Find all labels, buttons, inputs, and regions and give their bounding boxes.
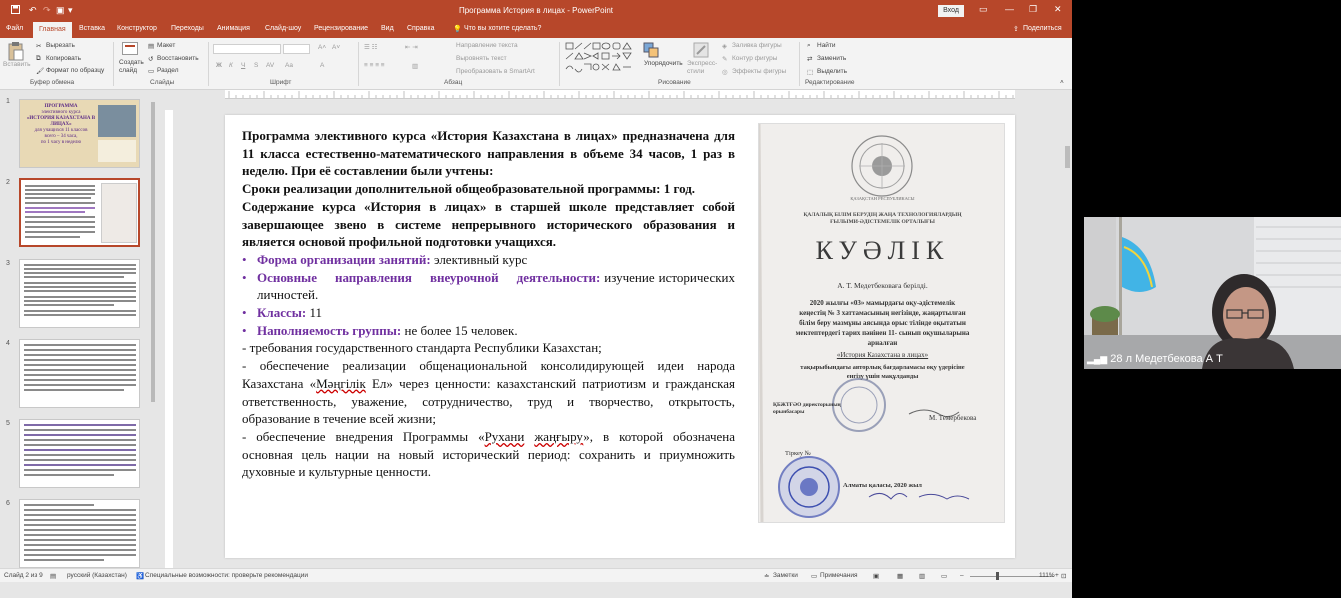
find-button[interactable]: Найти xyxy=(817,42,836,49)
ribbon xyxy=(0,38,1072,90)
reset-button[interactable]: Восстановить xyxy=(157,55,199,62)
divider xyxy=(559,42,560,86)
grow-font-icon[interactable]: A˄ xyxy=(318,44,327,51)
redo-icon[interactable]: ↷ xyxy=(43,5,51,15)
bullet-label: Форма организации занятий: xyxy=(257,251,431,267)
slide-thumbnail-5[interactable] xyxy=(19,419,140,488)
intro-paragraph: Программа элективного курса «История Казахстана в лицах» предназначена для 11 класса естественно-математического направления в объеме 34 часов, 1 раз в неделю. При её составлении были учтены: xyxy=(242,128,735,179)
zoom-out-icon[interactable]: – xyxy=(960,572,964,579)
zoom-level[interactable]: 111% xyxy=(1039,572,1055,579)
thumb-title: ПРОГРАММА xyxy=(44,104,78,109)
zoom-slider-thumb[interactable] xyxy=(996,572,999,580)
new-slide-button[interactable]: Создать слайд xyxy=(119,59,144,74)
thumb-photo xyxy=(98,105,136,137)
spellcheck-icon[interactable]: ▤ xyxy=(50,573,57,580)
thumb-line xyxy=(24,389,124,391)
slide-thumbnail-2[interactable] xyxy=(19,178,140,247)
bullet-item xyxy=(242,269,735,304)
editing-group-label: Редактирование xyxy=(805,79,855,86)
scrollbar-thumb[interactable] xyxy=(1065,146,1070,168)
layout-button[interactable]: Макет xyxy=(157,42,176,49)
dash-item-national-idea: - обеспечение реализации общенациональной консолидирующей идеи народа Казахстана «Мәңгілік Ел» через ценности: казахстанский патриотизм и гражданская ответственность, уважение, сотрудничество, труд и творчество, открытость, образование в течение всей жизни; xyxy=(242,358,735,427)
cert-signatory-title: ҚБЖТҒӘО директорының орынбасары xyxy=(773,402,841,415)
cert-recipient: А. Т. Медетбековаға берілді. xyxy=(837,281,928,290)
tab-slideshow[interactable]: Слайд-шоу xyxy=(265,25,302,32)
comments-icon[interactable]: ▭ xyxy=(811,573,818,580)
thumb-line xyxy=(24,264,136,266)
thumb-line xyxy=(25,207,95,209)
slide-sorter-icon[interactable]: ▦ xyxy=(897,573,904,580)
scrollbar-thumb[interactable] xyxy=(151,102,155,402)
duration-paragraph: Сроки реализации дополнительной общеобразовательной программы: 1 год. xyxy=(242,181,696,197)
tab-transitions[interactable]: Переходы xyxy=(171,25,204,32)
restore-icon[interactable]: ❐ xyxy=(1029,4,1038,14)
thumb-course: «ИСТОРИЯ КАЗАХСТАНА В ЛИЦАХ» xyxy=(26,116,96,127)
paste-label[interactable]: Вставить xyxy=(3,61,31,68)
content-paragraph: Содержание курса «История в лицах» в старшей школе представляет собой завершающее звено в системе непрерывного исторического образования и является основой профильной подготовки учащихся. xyxy=(242,198,735,250)
thumb-line xyxy=(24,290,136,292)
thumb-line xyxy=(25,221,95,223)
slide-number: 4 xyxy=(6,340,10,347)
tab-view[interactable]: Вид xyxy=(381,25,394,32)
slide-scrollbar[interactable] xyxy=(1063,96,1072,568)
slide-number: 6 xyxy=(6,500,10,507)
signin-button[interactable]: Вход xyxy=(938,5,964,17)
shape-outline-button[interactable]: Контур фигуры xyxy=(732,55,778,62)
font-name-dropdown[interactable] xyxy=(213,44,281,54)
bullet-label: Основные направления внеурочной деятельности: xyxy=(257,269,601,285)
thumbnails-scrollbar[interactable] xyxy=(150,96,156,566)
bullet-item xyxy=(242,251,735,269)
layout-icon[interactable]: ▤ xyxy=(148,43,155,50)
thumb-line xyxy=(25,197,91,199)
bullet-text: не более 15 человек. xyxy=(401,322,518,338)
text-direction-button[interactable]: Направление текста xyxy=(456,42,518,49)
cut-icon[interactable]: ✂ xyxy=(36,43,42,50)
thumb-line xyxy=(24,434,136,436)
thumb-line xyxy=(24,354,136,356)
ribbon-tabs xyxy=(0,22,1072,38)
dash-item-standard: - требования государственного стандарта Республики Казахстан; xyxy=(242,340,602,356)
thumb-line xyxy=(24,519,136,521)
thumb-subtitle: элективного курса xyxy=(41,110,81,115)
cert-line: арналған xyxy=(867,339,898,347)
slide-thumbnails-pane xyxy=(0,90,152,568)
tab-home[interactable]: Главная xyxy=(33,22,72,38)
bold-button[interactable]: Ж xyxy=(216,62,222,69)
thumb-line xyxy=(24,439,136,441)
close-icon[interactable]: ✕ xyxy=(1054,4,1062,14)
minimize-icon[interactable]: — xyxy=(1005,4,1014,14)
tab-design[interactable]: Конструктор xyxy=(117,25,157,32)
thumb-line xyxy=(24,272,136,274)
cut-button[interactable]: Вырезать xyxy=(46,42,75,49)
shape-outline-icon[interactable]: ✎ xyxy=(722,56,728,63)
thumb-hours: всего – 34 часа, xyxy=(44,134,78,139)
bullet-icon: • xyxy=(242,322,247,338)
thumb-line xyxy=(24,554,136,556)
slide-thumbnail-6[interactable] xyxy=(19,499,140,568)
start-slideshow-icon[interactable]: ▣ xyxy=(56,5,65,15)
cert-line: білім беру мазмұны аясында орыс тілінде оқытатын xyxy=(799,319,966,327)
vertical-ruler[interactable] xyxy=(165,110,173,568)
ruler-ticks xyxy=(225,90,1015,99)
certificate-image[interactable] xyxy=(758,123,1005,523)
drawing-group-label: Рисование xyxy=(658,79,691,86)
thumb-caption-box xyxy=(98,140,136,162)
thumb-line xyxy=(24,369,136,371)
slide-counter: Слайд 2 из 9 xyxy=(4,572,43,579)
language-indicator[interactable]: русский (Казахстан) xyxy=(67,572,127,579)
thumb-line xyxy=(24,539,136,541)
participant-name xyxy=(1087,353,1223,365)
video-participant-tile[interactable] xyxy=(1084,217,1341,369)
char-spacing-icon[interactable]: AV xyxy=(266,62,275,69)
thumb-line xyxy=(24,429,136,431)
thumb-line xyxy=(25,226,95,228)
columns-icon[interactable]: ▥ xyxy=(412,63,419,70)
slide-thumbnail-4[interactable] xyxy=(19,339,140,408)
cert-line: енгізу үшін мақұлданды xyxy=(846,373,919,380)
participant-video xyxy=(1084,217,1341,369)
align-icons[interactable]: ≡ ≡ ≡ ≡ xyxy=(364,62,385,69)
thumb-audience: для учащихся 11 классов xyxy=(34,128,88,133)
thumb-line xyxy=(24,534,136,536)
notes-icon[interactable]: ≐ xyxy=(764,573,770,580)
tab-insert[interactable]: Вставка xyxy=(79,25,106,32)
thumb-line xyxy=(24,300,136,302)
cert-line: мектептердегі тарих пәнінен 11- сынып оқушыларына xyxy=(795,329,970,337)
change-case-icon[interactable]: Aa xyxy=(285,62,293,69)
bullet-item xyxy=(242,322,735,340)
select-icon[interactable]: ⬚ xyxy=(807,69,814,76)
thumb-line xyxy=(24,314,136,316)
bullets-icon[interactable]: ☰ ☷ xyxy=(364,44,378,51)
thumb-line xyxy=(24,282,136,284)
cert-line: 2020 жылғы «03» мамырдағы оқу-әдістемелік xyxy=(809,299,956,307)
thumb-line xyxy=(25,211,85,213)
arrange-button[interactable]: Упорядочить xyxy=(644,60,683,67)
thumb-line xyxy=(24,379,136,381)
comments-button[interactable]: Примечания xyxy=(820,572,858,579)
undo-icon[interactable]: ↶ xyxy=(29,5,37,15)
slide-number: 1 xyxy=(6,98,10,105)
thumb-line xyxy=(24,449,136,451)
thumb-line xyxy=(25,185,95,187)
horizontal-ruler[interactable] xyxy=(225,90,1015,99)
divider xyxy=(113,42,114,86)
cert-registration: Тіркеу № xyxy=(785,450,811,457)
cert-org-line2: ҒЫЛЫМИ-ӘДІСТЕМЕЛІК ОРТАЛЫҒЫ xyxy=(830,219,935,225)
replace-button[interactable]: Заменить xyxy=(817,55,847,62)
slide-number: 5 xyxy=(6,420,10,427)
thumb-line xyxy=(24,310,136,312)
ribbon-display-icon[interactable]: ▭ xyxy=(979,4,988,14)
slide-number: 2 xyxy=(6,179,10,186)
window-title: Программа История в лицах - PowerPoint xyxy=(458,6,614,15)
divider xyxy=(799,42,800,86)
thumb-line xyxy=(24,349,136,351)
cert-program-title: «История Казахстана в лицах» xyxy=(836,351,929,359)
signal-icon: ▂▄▆ xyxy=(1087,354,1108,364)
status-bar xyxy=(0,568,1072,582)
align-text-button[interactable]: Выровнять текст xyxy=(456,55,507,62)
thumb-line xyxy=(24,559,104,561)
thumb-line xyxy=(24,374,136,376)
notes-button[interactable]: Заметки xyxy=(773,572,798,579)
thumb-line xyxy=(24,296,136,298)
participant-name-label: 28 л Медетбекова А Т xyxy=(1110,353,1223,365)
strikethrough-button[interactable]: S xyxy=(254,62,259,69)
collapse-ribbon-icon[interactable]: ˄ xyxy=(1060,79,1064,86)
bullet-item xyxy=(242,304,735,322)
tab-animations[interactable]: Анимация xyxy=(217,25,250,32)
slideshow-view-icon[interactable]: ▭ xyxy=(941,573,948,580)
bullet-icon: • xyxy=(242,251,247,267)
slide-canvas[interactable] xyxy=(225,115,1015,558)
shape-effects-button[interactable]: Эффекты фигуры xyxy=(732,68,787,75)
cert-org-country: ҚАЗАҚСТАН РЕСПУБЛИКАСЫ xyxy=(850,196,915,201)
format-painter-icon[interactable]: 🖌 xyxy=(36,68,45,75)
thumb-line xyxy=(24,514,136,516)
bullet-text: изучение исторических личностей. xyxy=(257,269,735,303)
shape-fill-button[interactable]: Заливка фигуры xyxy=(732,42,782,49)
bullet-text: элективный курс xyxy=(430,251,528,267)
thumb-line xyxy=(24,268,136,270)
thumb-line xyxy=(24,524,136,526)
replace-icon[interactable]: ⇄ xyxy=(807,56,813,63)
shape-fill-icon[interactable]: ◈ xyxy=(722,43,727,50)
thumb-line xyxy=(24,444,136,446)
thumb-line xyxy=(24,504,94,506)
quick-styles-button[interactable]: Экспресс-стили xyxy=(687,60,718,75)
thumb-line xyxy=(24,474,114,476)
format-painter-button[interactable]: Формат по образцу xyxy=(46,67,105,74)
font-size-dropdown[interactable] xyxy=(283,44,310,54)
thumb-line xyxy=(24,544,136,546)
thumb-line xyxy=(24,304,114,306)
italic-button[interactable]: К xyxy=(229,62,233,69)
section-icon[interactable]: ▭ xyxy=(148,68,155,75)
lightbulb-icon: 💡 xyxy=(453,26,462,33)
normal-view-icon[interactable]: ▣ xyxy=(873,573,880,580)
tab-file[interactable]: Файл xyxy=(6,25,24,32)
shrink-font-icon[interactable]: A˅ xyxy=(332,44,341,51)
thumb-line xyxy=(25,231,95,233)
bullet-label: Наполняемость группы: xyxy=(257,322,402,338)
tell-me-search[interactable]: Что вы хотите сделать? xyxy=(464,25,542,32)
thumb-line xyxy=(24,464,136,466)
thumb-line xyxy=(25,216,95,218)
copy-button[interactable]: Копировать xyxy=(46,55,81,62)
bullet-icon: • xyxy=(242,305,247,321)
thumb-line xyxy=(24,424,136,426)
thumb-line xyxy=(24,384,136,386)
zoom-in-icon[interactable]: + xyxy=(1055,572,1059,579)
font-group-label: Шрифт xyxy=(270,79,292,86)
reading-view-icon[interactable]: ▥ xyxy=(919,573,926,580)
indent-icon[interactable]: ⇤ ⇥ xyxy=(405,44,418,51)
thumb-freq: по 1 часу в неделю xyxy=(40,140,82,145)
font-color-icon[interactable]: A xyxy=(320,62,325,69)
share-icon: ⇪ xyxy=(1013,26,1019,33)
reset-icon[interactable]: ↺ xyxy=(148,56,154,63)
thumb-line xyxy=(24,344,136,346)
slide-text-box[interactable] xyxy=(242,127,735,481)
bullet-text: 11 xyxy=(306,305,323,321)
shape-effects-icon[interactable]: ◎ xyxy=(722,69,728,76)
accessibility-icon[interactable]: ♿ xyxy=(136,573,145,580)
thumb-certificate xyxy=(101,183,137,243)
thumb-line xyxy=(24,454,136,456)
thumb-line xyxy=(25,202,95,204)
title-bar xyxy=(0,0,1072,22)
thumb-line xyxy=(24,364,136,366)
thumb-line xyxy=(24,359,136,361)
underline-button[interactable]: Ч xyxy=(241,62,246,69)
fit-to-window-icon[interactable]: ⊡ xyxy=(1061,573,1067,580)
tab-help[interactable]: Справка xyxy=(407,25,435,32)
thumb-line xyxy=(24,459,136,461)
slide-thumbnail-3[interactable] xyxy=(19,259,140,328)
accessibility-status[interactable]: Специальные возможности: проверьте рекомендации xyxy=(145,572,308,579)
cert-heading: КУӘЛІК xyxy=(815,236,950,265)
divider xyxy=(358,42,359,86)
dash-item-program: - обеспечение внедрения Программы «Рухани жаңғыру», в которой обозначена основная цель нации на новый исторический период: сохранить и приумножить духовные и культурные ценности. xyxy=(242,428,735,480)
cert-org-line1: ҚАЛАЛЫҚ БІЛІМ БЕРУДІҢ ЖАҢА ТЕХНОЛОГИЯЛАРДЫҢ xyxy=(803,212,962,218)
smartart-button[interactable]: Преобразовать в SmartArt xyxy=(456,68,535,75)
tab-review[interactable]: Рецензирование xyxy=(314,25,369,32)
thumb-line xyxy=(24,276,124,278)
slide-number: 3 xyxy=(6,260,10,267)
slides-group-label: Слайды xyxy=(150,79,175,86)
cert-city-year: Алматы қаласы, 2020 жыл xyxy=(843,482,922,489)
slide-thumbnail-1[interactable] xyxy=(19,99,140,168)
thumb-line xyxy=(25,193,95,195)
cert-signatory-name: М. Темербекова xyxy=(929,414,977,422)
customize-qat-icon[interactable]: ▾ xyxy=(68,5,73,15)
section-button[interactable]: Раздел xyxy=(157,67,179,74)
clipboard-group-label: Буфер обмена xyxy=(30,79,75,86)
thumb-line xyxy=(24,529,136,531)
cert-line: тақырыбындағы авторлық бағдарламасы оқу үдерісіне xyxy=(800,364,965,371)
copy-icon[interactable]: ⧉ xyxy=(36,55,41,62)
thumb-line xyxy=(24,469,136,471)
thumb-line xyxy=(24,509,136,511)
divider xyxy=(208,42,209,86)
share-button[interactable]: Поделиться xyxy=(1023,25,1062,32)
bullet-icon: • xyxy=(242,269,247,285)
find-icon[interactable]: ⌕ xyxy=(807,42,811,49)
paragraph-group-label: Абзац xyxy=(444,79,463,86)
thumb-line xyxy=(25,236,80,238)
bullet-label: Классы: xyxy=(257,305,307,321)
thumb-line xyxy=(24,286,136,288)
select-button[interactable]: Выделить xyxy=(817,68,847,75)
cert-line: кеңестің № 3 хаттамасының негізінде, жаңартылған xyxy=(799,309,966,317)
thumb-line xyxy=(24,549,136,551)
thumb-line xyxy=(25,189,95,191)
shapes-gallery[interactable] xyxy=(565,42,637,81)
